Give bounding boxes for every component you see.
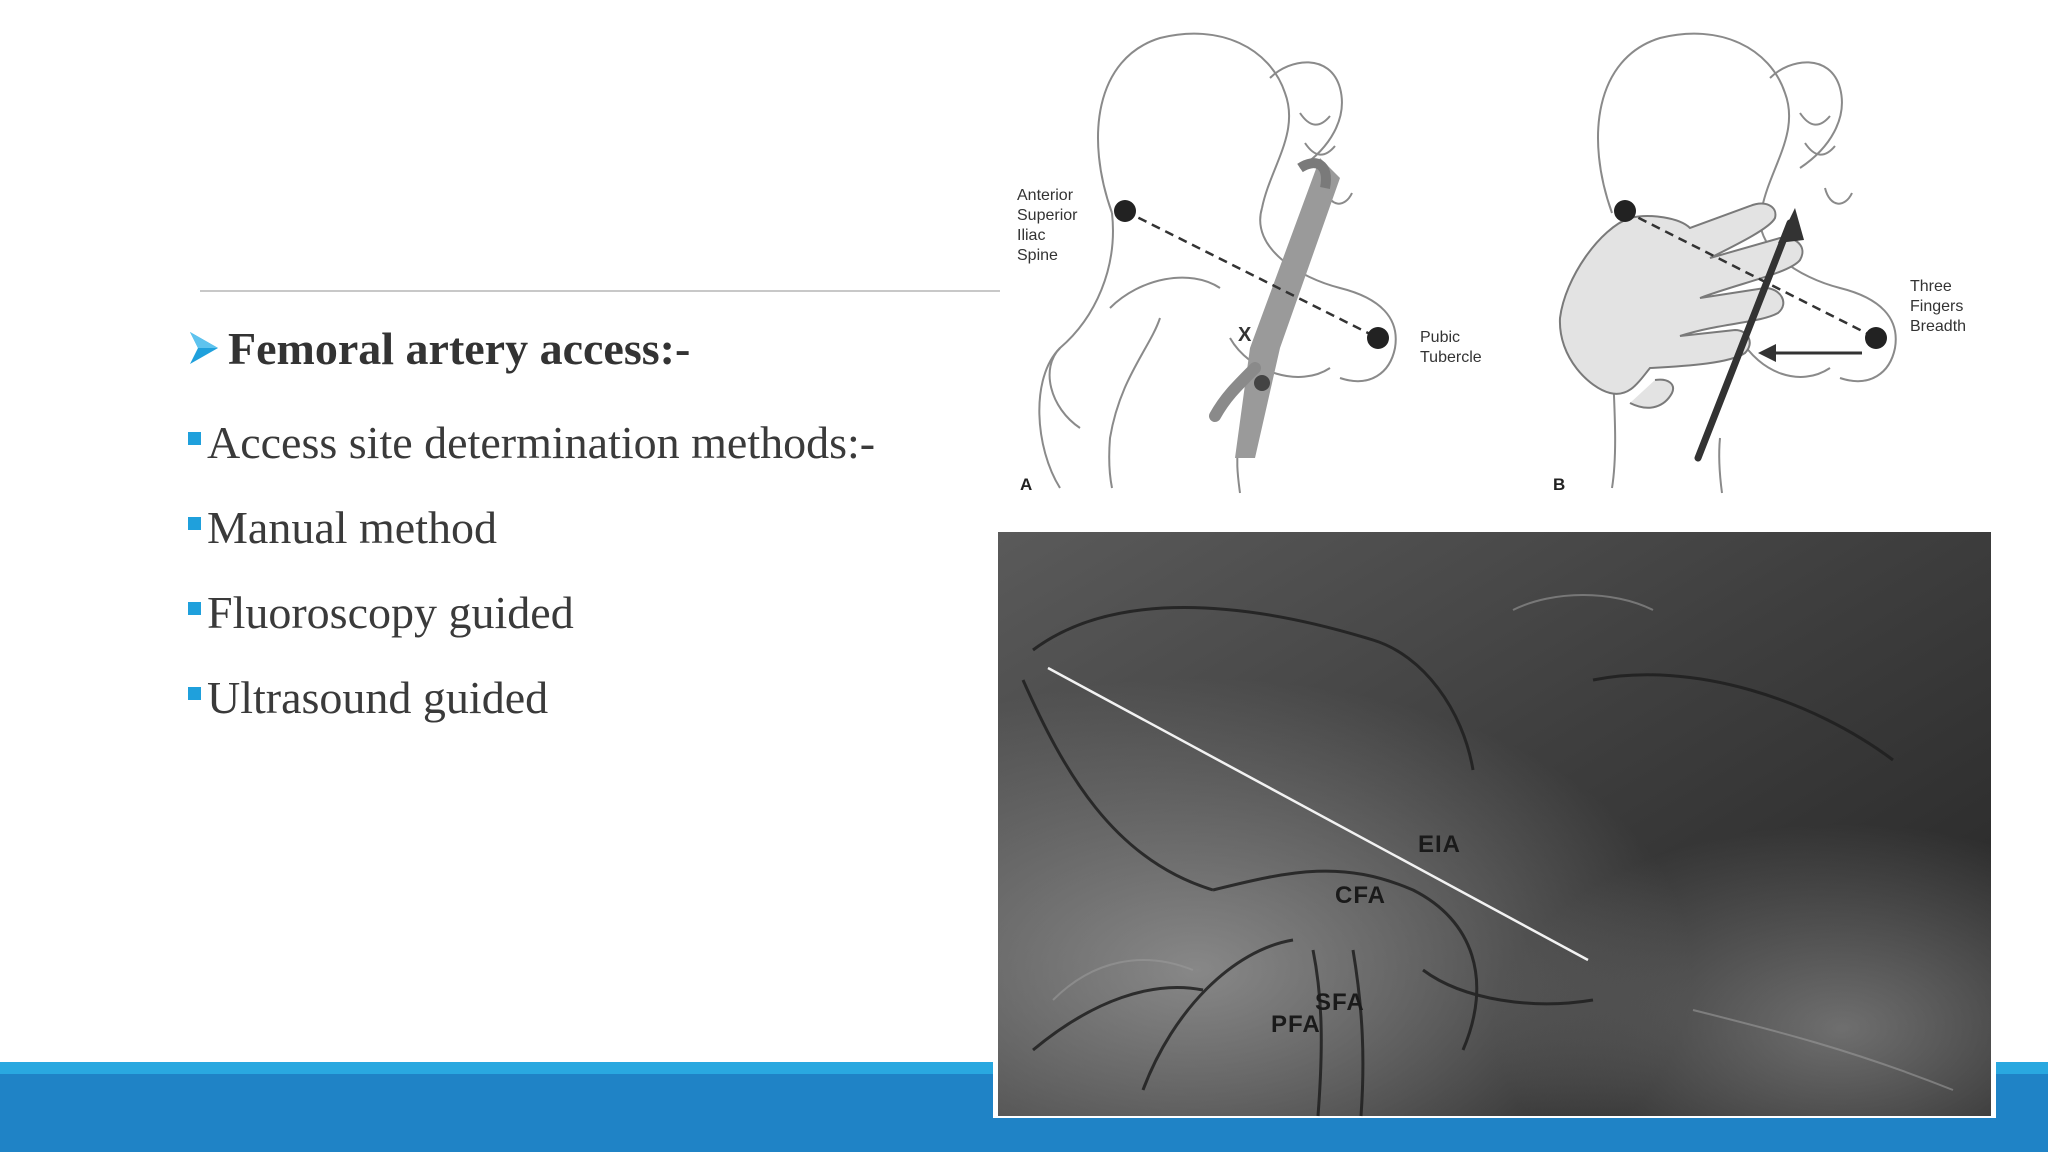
label-cfa: CFA (1335, 882, 1386, 909)
list-item-text: Ultrasound guided (207, 672, 549, 723)
list-item-text: Manual method (207, 502, 497, 553)
list-item (188, 655, 988, 740)
label-pubic-tubercle: Pubic (1420, 329, 1461, 346)
square-bullet-icon (188, 517, 201, 530)
fluoroscopy-image (993, 530, 1996, 1118)
fluoroscopy-illustration (993, 530, 1996, 1118)
label-eia: EIA (1418, 831, 1462, 858)
heading-text: Femoral artery access:- (228, 322, 691, 374)
landmark-illustration (1000, 18, 2000, 508)
label-three-fingers: Fingers (1910, 298, 1964, 315)
label-asis: Iliac (1017, 227, 1046, 244)
square-bullet-icon (188, 602, 201, 615)
list-item-text: Access site determination methods:- (207, 417, 876, 468)
square-bullet-icon (188, 687, 201, 700)
label-pubic-tubercle: Tubercle (1420, 349, 1482, 366)
list-item (188, 485, 988, 570)
label-asis: Superior (1017, 207, 1078, 224)
list-item-text: Fluoroscopy guided (207, 587, 574, 638)
bullet-list (188, 318, 988, 740)
label-asis: Anterior (1017, 187, 1074, 204)
square-bullet-icon (188, 432, 201, 445)
arrow-bullet-icon (188, 329, 220, 367)
label-sfa: SFA (1315, 989, 1365, 1016)
panel-letter-b: B (1553, 475, 1566, 494)
femoral-landmark-diagram (1000, 18, 2000, 508)
label-three-fingers: Breadth (1910, 318, 1967, 335)
list-item (188, 570, 988, 655)
bullet-heading (188, 318, 988, 378)
label-three-fingers: Three (1910, 278, 1952, 295)
panel-letter-a: A (1020, 475, 1033, 494)
label-pfa: PFA (1271, 1011, 1321, 1038)
label-asis: Spine (1017, 247, 1058, 264)
x-mark: X (1238, 324, 1252, 346)
list-item (188, 400, 988, 485)
title-divider (200, 290, 1000, 292)
